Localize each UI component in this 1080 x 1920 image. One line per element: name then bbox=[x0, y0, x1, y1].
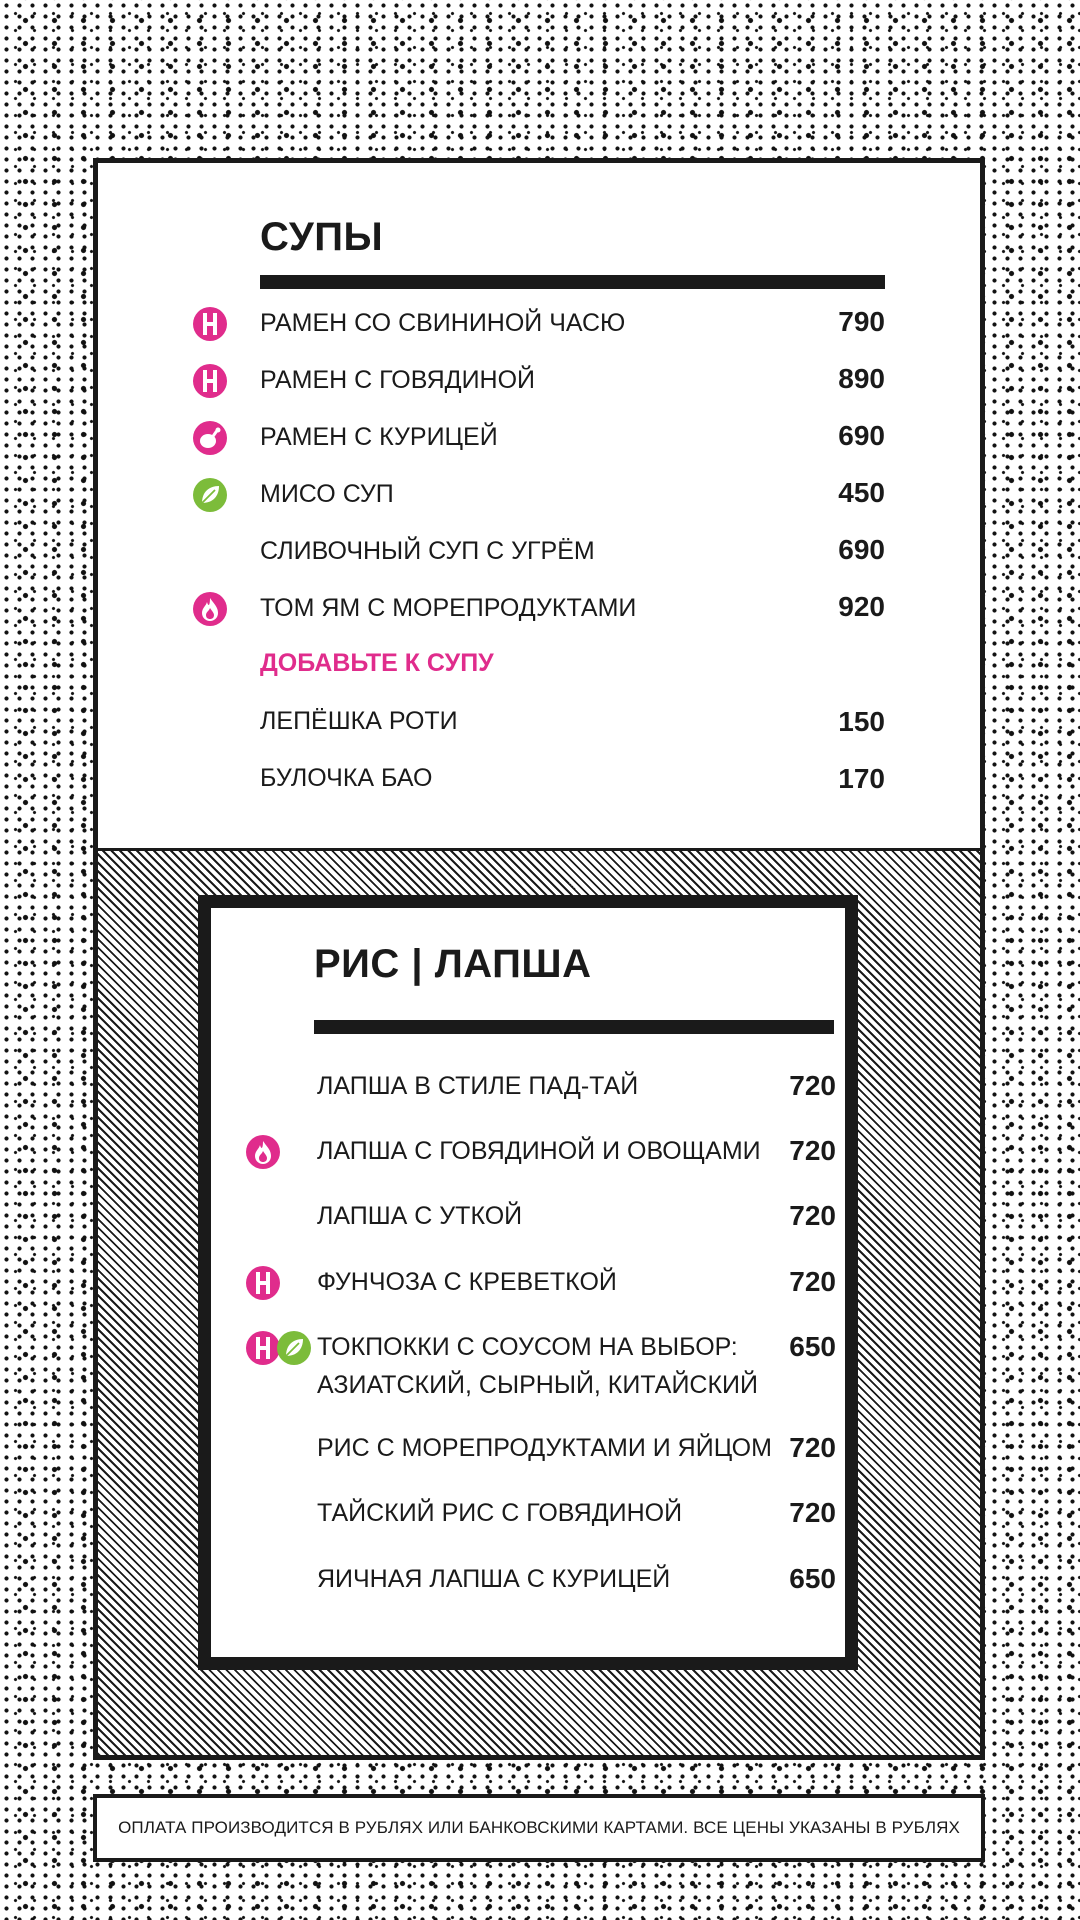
menu-item-price: 720 bbox=[789, 1432, 836, 1463]
menu-item bbox=[211, 1428, 845, 1468]
menu-item bbox=[98, 305, 980, 345]
soups-title-rule bbox=[260, 275, 885, 289]
menu-item bbox=[98, 362, 980, 402]
menu-item bbox=[211, 1559, 845, 1599]
rice-noodles-section bbox=[198, 895, 858, 1670]
spicy-icon bbox=[193, 592, 227, 626]
menu-card bbox=[93, 158, 985, 1760]
menu-item-name-line1: ТОКПОККИ С СОУСОМ НА ВЫБОР: bbox=[317, 1333, 738, 1361]
menu-item-price: 920 bbox=[838, 591, 885, 622]
addon-item-price: 150 bbox=[838, 706, 885, 737]
payment-note: ОПЛАТА ПРОИЗВОДИТСЯ В РУБЛЯХ ИЛИ БАНКОВСКИМИ КАРТАМИ. ВСЕ ЦЕНЫ УКАЗАНЫ В РУБЛЯХ bbox=[118, 1818, 960, 1837]
menu-item-name: ЛАПША С ГОВЯДИНОЙ И ОВОЩАМИ bbox=[317, 1137, 761, 1165]
leaf-icon bbox=[193, 478, 227, 512]
menu-item bbox=[211, 1262, 845, 1302]
hatched-background bbox=[98, 848, 980, 1755]
menu-item bbox=[98, 419, 980, 459]
menu-item-price: 690 bbox=[838, 420, 885, 451]
addon-item bbox=[98, 703, 980, 743]
menu-item-name: ТОМ ЯМ С МОРЕПРОДУКТАМИ bbox=[260, 594, 637, 622]
menu-item-price: 720 bbox=[789, 1497, 836, 1528]
addon-header bbox=[98, 647, 980, 687]
menu-item-price: 650 bbox=[789, 1331, 836, 1362]
menu-item-price: 650 bbox=[789, 1563, 836, 1594]
payment-note-box bbox=[93, 1794, 985, 1862]
leaf-icon bbox=[277, 1331, 311, 1365]
addon-item bbox=[98, 760, 980, 800]
menu-item bbox=[98, 590, 980, 630]
rice-noodles-title-rule bbox=[314, 1020, 834, 1034]
menu-item-name: ЛАПША С УТКОЙ bbox=[317, 1202, 523, 1230]
menu-item bbox=[98, 533, 980, 573]
menu-item-price: 720 bbox=[789, 1266, 836, 1297]
halal-icon bbox=[193, 307, 227, 341]
menu-item-price: 720 bbox=[789, 1070, 836, 1101]
soups-section bbox=[98, 163, 980, 848]
menu-item-name: РИС С МОРЕПРОДУКТАМИ И ЯЙЦОМ bbox=[317, 1434, 772, 1462]
menu-item bbox=[211, 1493, 845, 1533]
halal-icon bbox=[246, 1331, 280, 1365]
menu-item-price: 890 bbox=[838, 363, 885, 394]
menu-item-name-line2: АЗИАТСКИЙ, СЫРНЫЙ, КИТАЙСКИЙ bbox=[317, 1371, 758, 1399]
addon-item-price: 170 bbox=[838, 763, 885, 794]
halal-icon bbox=[193, 364, 227, 398]
halal-icon bbox=[246, 1266, 280, 1300]
menu-item-name: СЛИВОЧНЫЙ СУП С УГРЁМ bbox=[260, 537, 595, 565]
chicken-icon bbox=[193, 421, 227, 455]
menu-item-price: 720 bbox=[789, 1135, 836, 1166]
menu-item-name: ТАЙСКИЙ РИС С ГОВЯДИНОЙ bbox=[317, 1499, 683, 1527]
addon-item-name: ЛЕПЁШКА РОТИ bbox=[260, 707, 458, 735]
menu-item bbox=[211, 1196, 845, 1236]
soups-title: СУПЫ bbox=[260, 215, 384, 259]
menu-item-price: 790 bbox=[838, 306, 885, 337]
menu-item-name: ФУНЧОЗА С КРЕВЕТКОЙ bbox=[317, 1268, 617, 1296]
menu-item bbox=[211, 1327, 845, 1407]
menu-item-name: ЛАПША В СТИЛЕ ПАД-ТАЙ bbox=[317, 1072, 639, 1100]
menu-item bbox=[211, 1066, 845, 1106]
addon-item-name: БУЛОЧКА БАО bbox=[260, 764, 433, 792]
menu-item bbox=[98, 476, 980, 516]
menu-item-name: ЯИЧНАЯ ЛАПША С КУРИЦЕЙ bbox=[317, 1565, 671, 1593]
menu-item-price: 720 bbox=[789, 1200, 836, 1231]
spicy-icon bbox=[246, 1135, 280, 1169]
rice-noodles-title: РИС | ЛАПША bbox=[314, 942, 592, 986]
menu-item-price: 690 bbox=[838, 534, 885, 565]
menu-item-name: РАМЕН С КУРИЦЕЙ bbox=[260, 423, 498, 451]
menu-item-price: 450 bbox=[838, 477, 885, 508]
menu-item-name: РАМЕН СО СВИНИНОЙ ЧАСЮ bbox=[260, 309, 626, 337]
menu-item-name: МИСО СУП bbox=[260, 480, 394, 508]
menu-item bbox=[211, 1131, 845, 1171]
menu-item-name: РАМЕН С ГОВЯДИНОЙ bbox=[260, 366, 536, 394]
addon-label: ДОБАВЬТЕ К СУПУ bbox=[260, 649, 494, 677]
